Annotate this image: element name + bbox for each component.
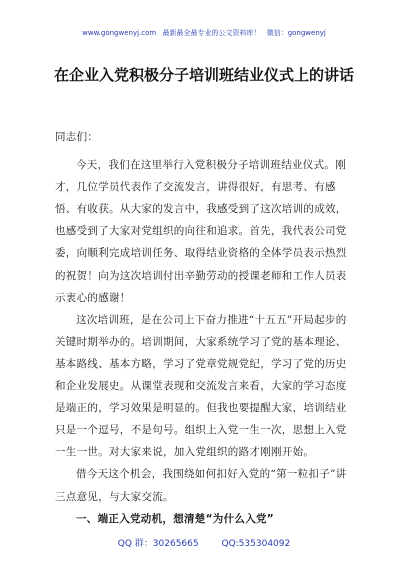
document-title: 在企业入党积极分子培训班结业仪式上的讲话 xyxy=(53,66,354,84)
paragraph-1: 今天，我们在这里举行入党积极分子培训班结业仪式。刚才，几位学员代表作了交流发言，讲得很好，有思考、有感悟、有收获。从大家的发言中，我感受到了这次培训的成效，也感受到了大家对党组织的向往和追求。首先，我代表公司党委，向顺利完成培训任务、取得结业资格的全体学员表示热烈的祝贺！向为这次培训付出辛勤劳动的授课老师和工作人员表示衷心的感谢！ xyxy=(55,159,347,304)
footer-qq: QQ:535304092 xyxy=(221,539,291,549)
header-wechat: 微信：gongwenyj xyxy=(266,29,326,37)
page-header xyxy=(0,28,408,38)
header-slogan: 最新最全最专业的公文资料库！ xyxy=(162,29,261,37)
paragraph-3: 借今天这个机会，我围绕如何扣好入党的“第一粒扣子”讲三点意见，与大家交流。 xyxy=(55,468,347,503)
page-footer xyxy=(0,536,408,549)
header-site-link[interactable]: www.gongwenyj.com xyxy=(82,29,157,37)
footer-qq-group: QQ 群：30265665 xyxy=(117,539,199,549)
section-heading: 一、端正入党动机，想清楚“为什么入党” xyxy=(76,512,275,525)
document-body xyxy=(55,126,355,530)
paragraph-2: 这次培训班，是在公司上下奋力推进“十五五”开局起步的关键时期举办的。培训期间，大家系统学习了党的基本理论、基本路线、基本方略，学习了党章党规党纪，学习了党的历史和企业发展史。从课堂表现和交流发言来看，大家的学习态度是端正的，学习效果是明显的。但我也要提醒大家，培训结业只是一个逗号，不是句号。组织上入党一生一次，思想上入党一生一世。对大家来说，加入党组织的路才刚刚开始。 xyxy=(55,313,347,459)
greeting: 同志们： xyxy=(55,131,99,143)
